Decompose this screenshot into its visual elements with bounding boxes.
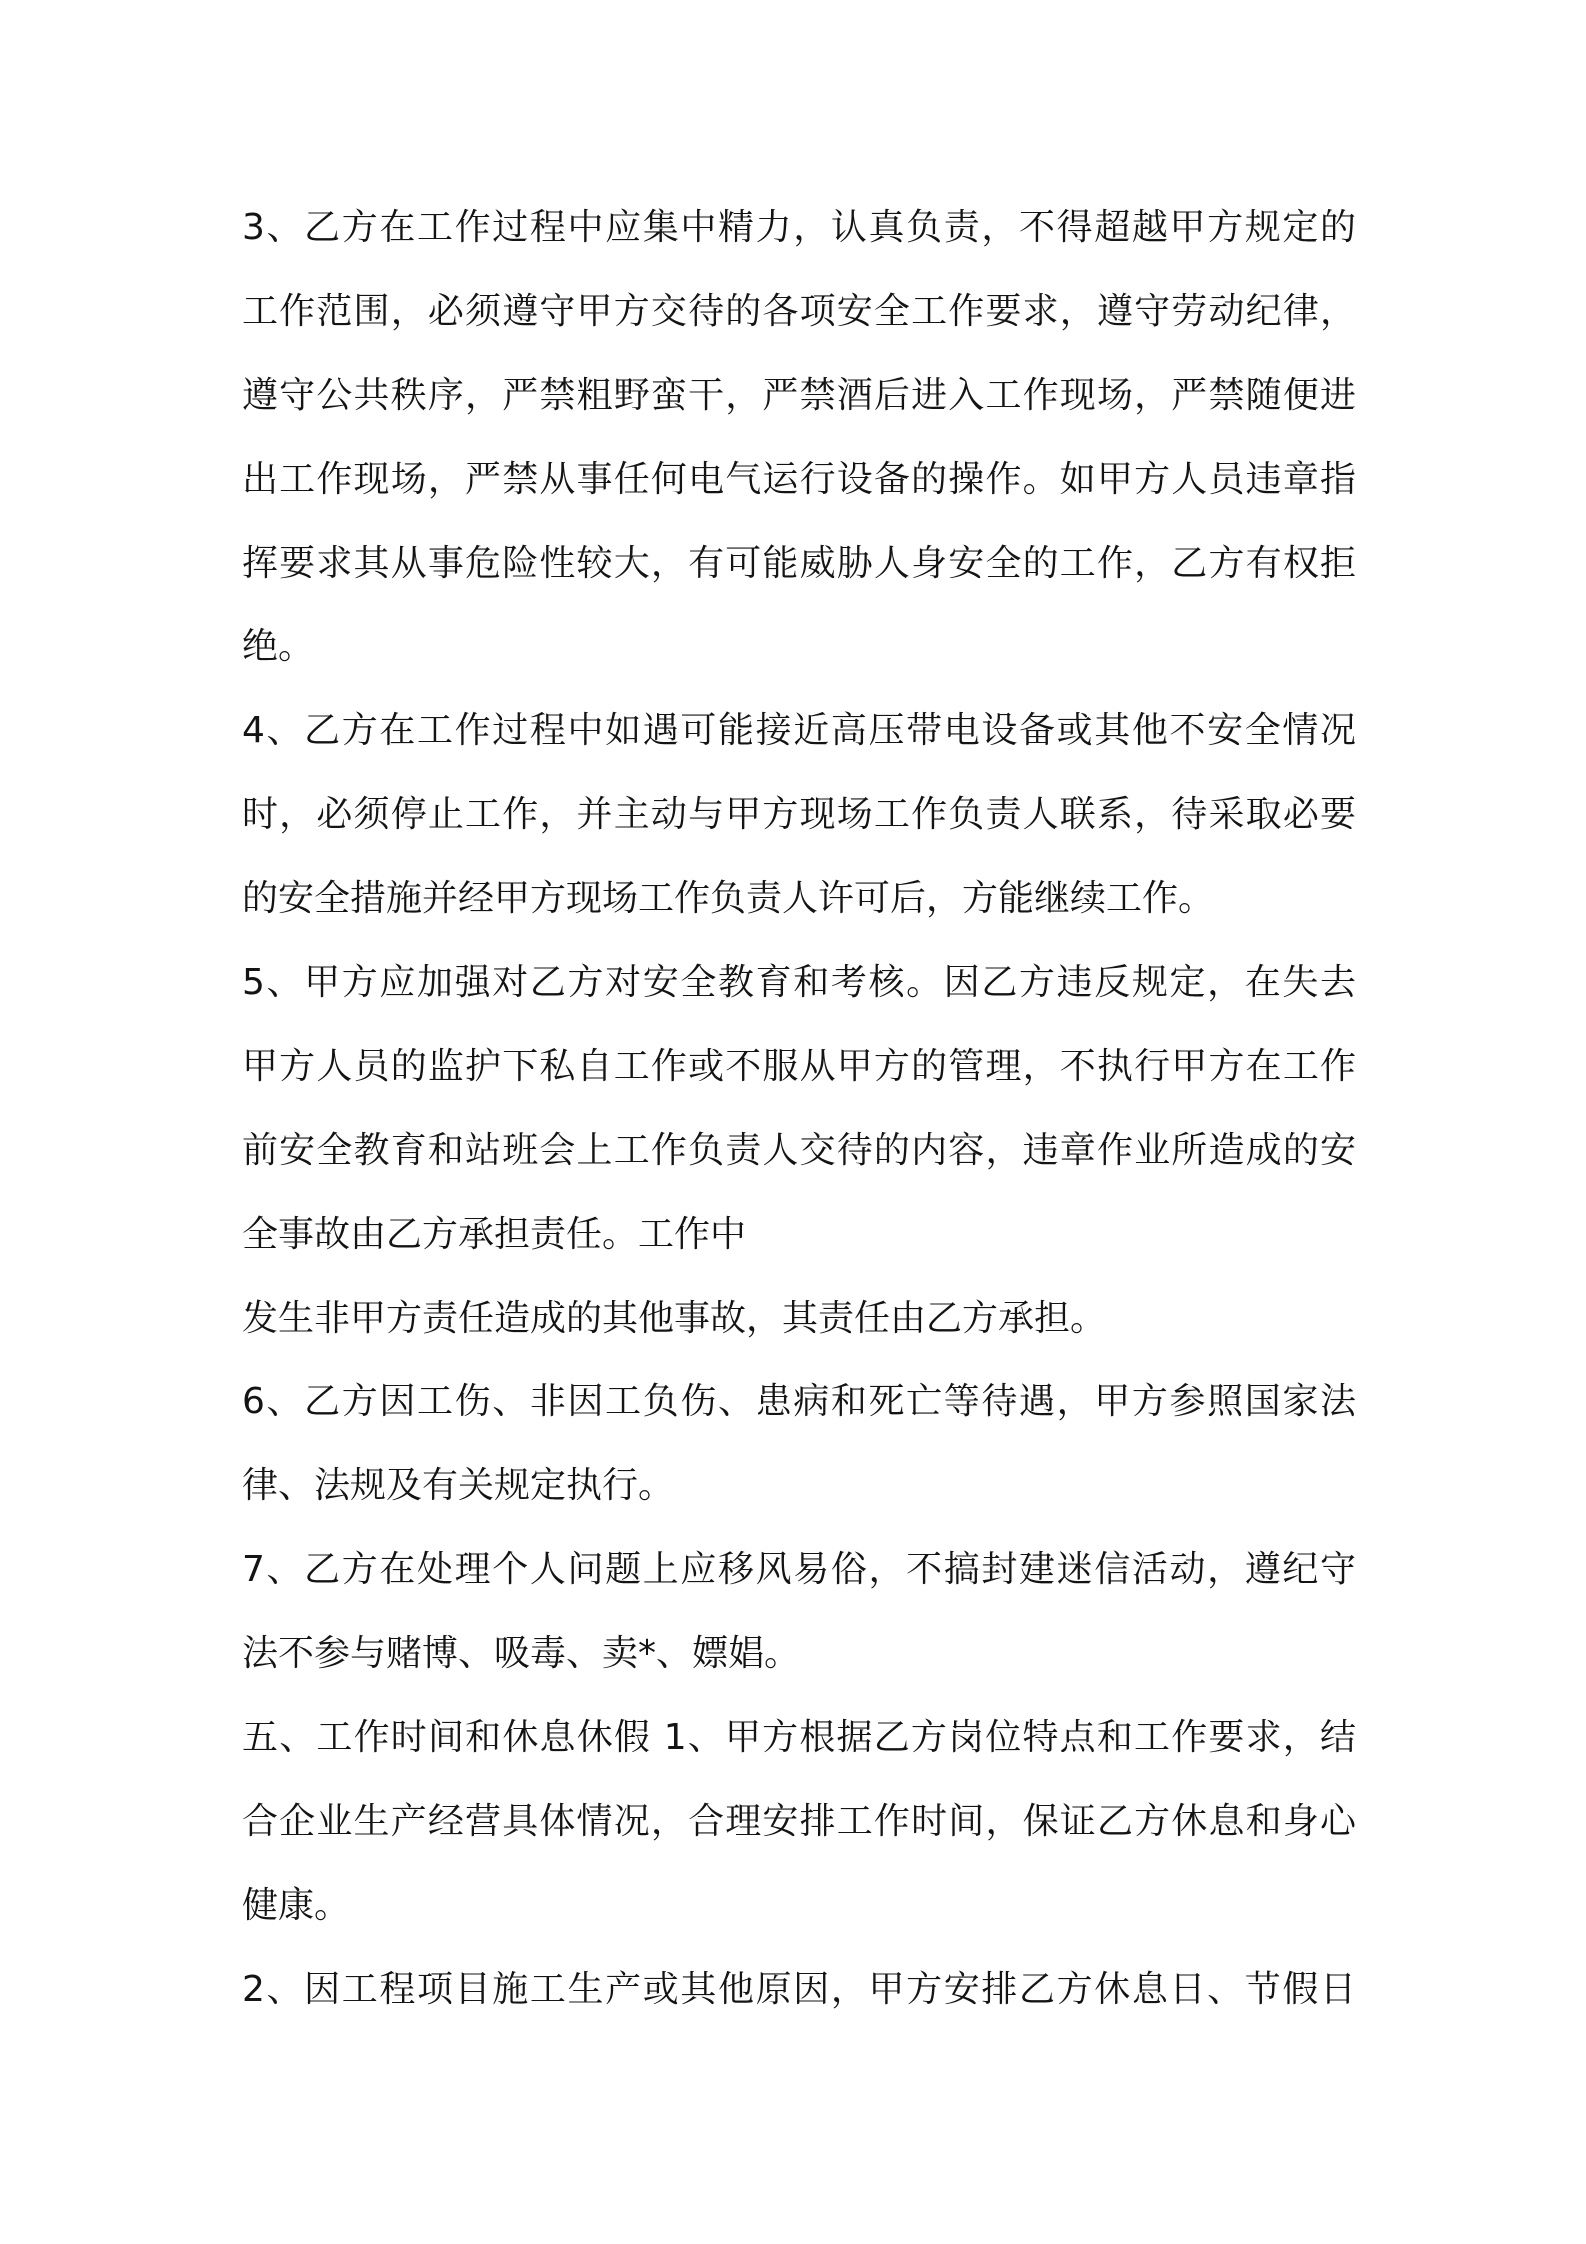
text-line: 2、因工程项目施工生产或其他原因，甲方安排乙方休息日、节假日 bbox=[242, 1968, 1356, 2010]
paragraph-item-5 bbox=[242, 941, 1356, 1277]
document-body bbox=[242, 186, 1356, 2032]
paragraph-item-6 bbox=[242, 1360, 1356, 1528]
text-line: 律、法规及有关规定执行。 bbox=[242, 1465, 675, 1507]
text-line: 的安全措施并经甲方现场工作负责人许可后，方能继续工作。 bbox=[242, 878, 1215, 920]
text-line: 6、乙方因工伤、非因工负伤、患病和死亡等待遇，甲方参照国家法 bbox=[242, 1381, 1356, 1423]
section-five-item-2 bbox=[242, 1948, 1356, 2032]
text-line: 挥要求其从事危险性较大，有可能威胁人身安全的工作，乙方有权拒 bbox=[242, 542, 1356, 584]
section-five-paragraph bbox=[242, 1696, 1356, 1948]
text-line: 法不参与赌博、吸毒、卖*、嫖娼。 bbox=[242, 1633, 801, 1675]
text-line: 5、甲方应加强对乙方对安全教育和考核。因乙方违反规定，在失去 bbox=[242, 962, 1356, 1004]
text-line: 合企业生产经营具体情况，合理安排工作时间，保证乙方休息和身心 bbox=[242, 1800, 1356, 1842]
text-line: 4、乙方在工作过程中如遇可能接近高压带电设备或其他不安全情况 bbox=[242, 710, 1356, 752]
text-line: 健康。 bbox=[242, 1884, 351, 1926]
paragraph-item-4 bbox=[242, 689, 1356, 941]
text-line: 全事故由乙方承担责任。工作中 bbox=[242, 1213, 747, 1255]
text-line: 前安全教育和站班会上工作负责人交待的内容，违章作业所造成的安 bbox=[242, 1129, 1356, 1171]
text-line: 甲方人员的监护下私自工作或不服从甲方的管理，不执行甲方在工作 bbox=[242, 1045, 1356, 1087]
text-line: 发生非甲方责任造成的其他事故，其责任由乙方承担。 bbox=[242, 1297, 1107, 1339]
text-line: 绝。 bbox=[242, 626, 315, 668]
text-line: 遵守公共秩序，严禁粗野蛮干，严禁酒后进入工作现场，严禁随便进 bbox=[242, 374, 1356, 416]
paragraph-item-3 bbox=[242, 186, 1356, 689]
text-line: 出工作现场，严禁从事任何电气运行设备的操作。如甲方人员违章指 bbox=[242, 458, 1356, 500]
text-line: 7、乙方在处理个人问题上应移风易俗，不搞封建迷信活动，遵纪守 bbox=[242, 1549, 1356, 1591]
paragraph-item-5-continued bbox=[242, 1277, 1356, 1361]
paragraph-item-7 bbox=[242, 1528, 1356, 1696]
text-line: 3、乙方在工作过程中应集中精力，认真负责，不得超越甲方规定的 bbox=[242, 207, 1356, 248]
text-line: 时，必须停止工作，并主动与甲方现场工作负责人联系，待采取必要 bbox=[242, 794, 1356, 836]
text-line: 五、工作时间和休息休假 1、甲方根据乙方岗位特点和工作要求，结 bbox=[242, 1717, 1356, 1759]
text-line: 工作范围，必须遵守甲方交待的各项安全工作要求，遵守劳动纪律， bbox=[242, 290, 1356, 332]
